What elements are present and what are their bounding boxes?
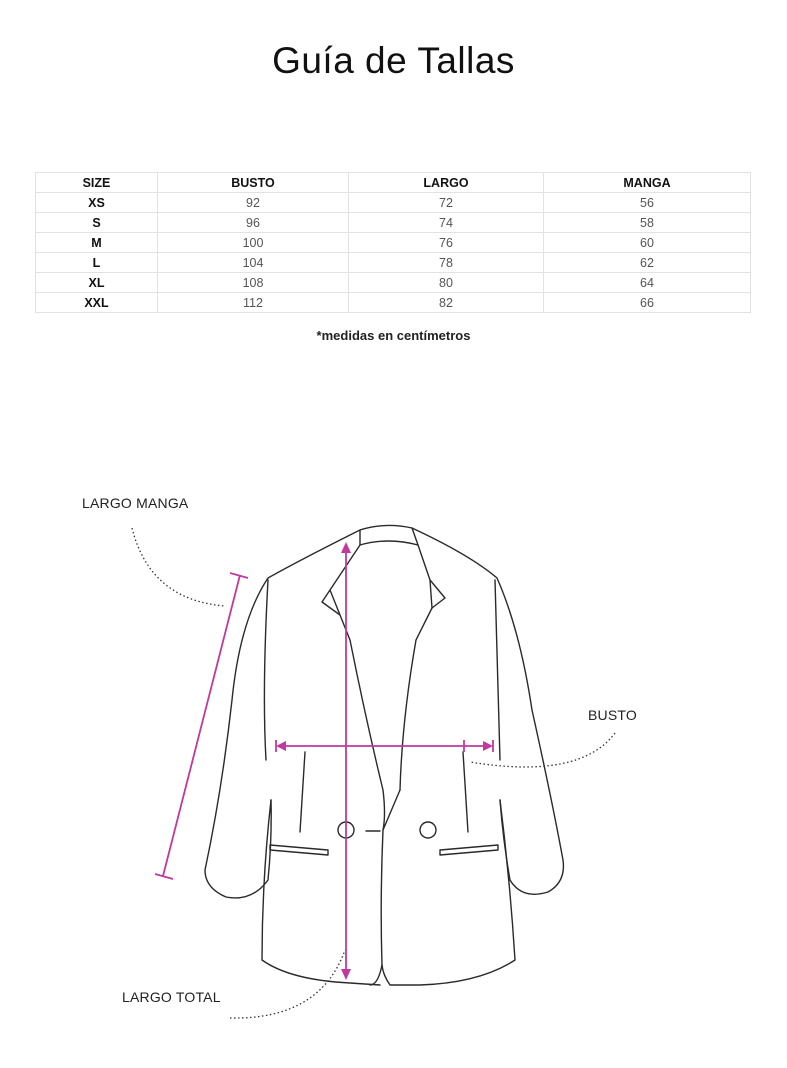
largo-total-leader [230,950,345,1018]
busto-cell: 96 [158,213,349,233]
size-cell: XXL [36,293,158,313]
size-cell: XS [36,193,158,213]
size-cell: XL [36,273,158,293]
largo-cell: 80 [349,273,544,293]
busto-cell: 100 [158,233,349,253]
arrow-right-icon [483,741,493,751]
manga-cell: 64 [544,273,751,293]
largo-cell: 76 [349,233,544,253]
manga-cell: 62 [544,253,751,273]
arrow-down-icon [341,969,351,980]
manga-cell: 66 [544,293,751,313]
size-cell: M [36,233,158,253]
busto-cell: 108 [158,273,349,293]
busto-cell: 104 [158,253,349,273]
leader-lines [132,528,615,1018]
busto-cell: 112 [158,293,349,313]
measurement-lines [155,542,493,980]
largo-cell: 74 [349,213,544,233]
manga-cell: 56 [544,193,751,213]
size-cell: S [36,213,158,233]
manga-cell: 60 [544,233,751,253]
blazer-outline [205,525,563,985]
largo-manga-label: LARGO MANGA [82,495,189,511]
largo-cell: 82 [349,293,544,313]
busto-cell: 92 [158,193,349,213]
header-size: SIZE [36,173,158,193]
header-manga: MANGA [544,173,751,193]
header-busto: BUSTO [158,173,349,193]
header-largo: LARGO [349,173,544,193]
largo-total-label: LARGO TOTAL [122,989,221,1005]
arrow-up-icon [341,542,351,553]
measurement-note: *medidas en centímetros [316,328,471,343]
largo-manga-leader [132,528,225,606]
largo-cell: 72 [349,193,544,213]
page-title: Guía de Tallas [272,40,515,81]
busto-leader [470,733,615,767]
arrow-left-icon [276,741,286,751]
largo-cell: 78 [349,253,544,273]
size-cell: L [36,253,158,273]
manga-cell: 58 [544,213,751,233]
busto-label: BUSTO [588,707,637,723]
